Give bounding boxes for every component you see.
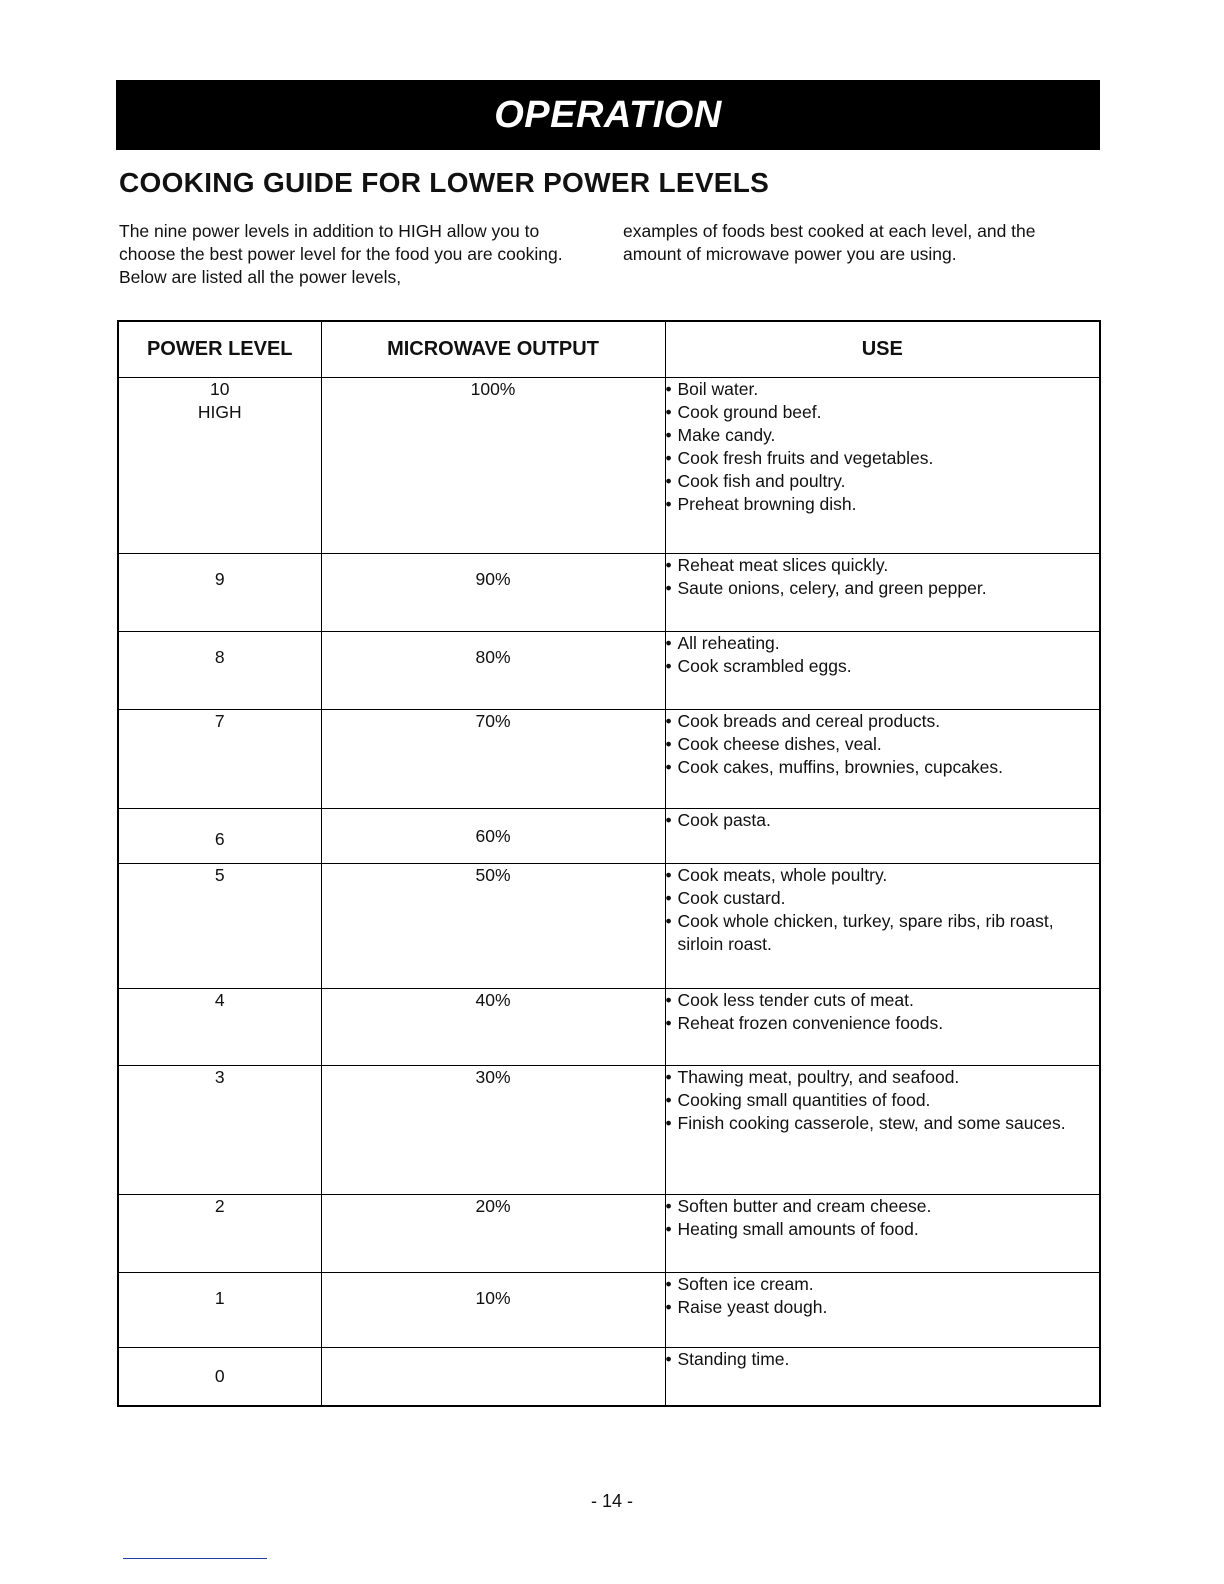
- table-row: [118, 378, 1100, 554]
- use-list-item: • Make candy.: [666, 424, 1100, 447]
- use-list-item: • Cook whole chicken, turkey, spare ribs, rib roast, sirloin roast.: [666, 910, 1100, 956]
- power-level-value: 9: [214, 569, 225, 589]
- power-level-value: 6: [214, 829, 225, 849]
- table-header-row: [118, 321, 1100, 378]
- use-cell: [665, 989, 1100, 1066]
- table-row: [118, 809, 1100, 864]
- page-number: - 14 -: [590, 1491, 633, 1511]
- use-cell: [665, 632, 1100, 710]
- power-level-value: 2: [214, 1196, 225, 1216]
- footer-rule: [123, 1558, 267, 1559]
- microwave-output-cell: [321, 1195, 665, 1273]
- use-list-item: • Raise yeast dough.: [666, 1296, 1100, 1319]
- microwave-output-cell: [321, 809, 665, 864]
- use-list-item: • Thawing meat, poultry, and seafood.: [666, 1066, 1100, 1089]
- microwave-output-cell: [321, 1066, 665, 1195]
- table-row: [118, 1348, 1100, 1406]
- power-level-value: 3: [214, 1067, 225, 1087]
- power-level-cell: [118, 554, 321, 632]
- power-level-cell: [118, 1273, 321, 1348]
- use-cell: [665, 1066, 1100, 1195]
- use-cell: [665, 710, 1100, 809]
- use-list-item: • Boil water.: [666, 378, 1100, 401]
- power-level-value: 8: [214, 647, 225, 667]
- use-list-item: • Cook meats, whole poultry.: [666, 864, 1100, 887]
- use-list-item: • Cooking small quantities of food.: [666, 1089, 1100, 1112]
- use-cell: [665, 809, 1100, 864]
- microwave-output-value: 100%: [470, 379, 516, 399]
- power-level-cell: [118, 809, 321, 864]
- use-list-item: • Cook breads and cereal products.: [666, 710, 1100, 733]
- microwave-output-value: 40%: [475, 990, 511, 1010]
- table-row: [118, 632, 1100, 710]
- microwave-output-cell: [321, 1273, 665, 1348]
- microwave-output-value: 90%: [475, 569, 511, 589]
- use-cell: [665, 378, 1100, 554]
- power-level-cell: [118, 864, 321, 989]
- microwave-output-cell: [321, 378, 665, 554]
- power-level-label: HIGH: [197, 402, 242, 422]
- use-list-item: • Cook cakes, muffins, brownies, cupcakes.: [666, 756, 1100, 779]
- intro-text-left: The nine power levels in addition to HIGH allow you to choose the best power level for the food you are cooking. Below are listed all the power levels,: [119, 221, 563, 287]
- use-list-item: • Standing time.: [666, 1348, 1100, 1371]
- header-use: USE: [665, 321, 1100, 378]
- power-level-cell: [118, 1195, 321, 1273]
- power-level-value: 10: [210, 379, 230, 399]
- power-level-cell: [118, 1348, 321, 1406]
- power-level-cell: [118, 1066, 321, 1195]
- use-list-item: • Cook cheese dishes, veal.: [666, 733, 1100, 756]
- intro-text-right: examples of foods best cooked at each level, and the amount of microwave power you are using.: [623, 221, 1036, 264]
- header-power-level: POWER LEVEL: [118, 321, 321, 378]
- power-level-cell: [118, 710, 321, 809]
- table-body: [118, 378, 1100, 1406]
- header-title: OPERATION: [494, 93, 722, 136]
- power-level-value: 1: [214, 1288, 225, 1308]
- table-row: [118, 554, 1100, 632]
- use-list-item: • Cook custard.: [666, 887, 1100, 910]
- power-level-cell: [118, 989, 321, 1066]
- use-cell: [665, 1195, 1100, 1273]
- microwave-output-cell: [321, 554, 665, 632]
- use-list-item: • Finish cooking casserole, stew, and some sauces.: [666, 1112, 1100, 1135]
- power-level-value: 4: [214, 990, 225, 1010]
- use-list-item: • All reheating.: [666, 632, 1100, 655]
- microwave-output-value: 20%: [475, 1196, 511, 1216]
- use-cell: [665, 1348, 1100, 1406]
- table-row: [118, 1273, 1100, 1348]
- microwave-output-cell: [321, 989, 665, 1066]
- use-list-item: • Cook scrambled eggs.: [666, 655, 1100, 678]
- use-list-item: • Cook less tender cuts of meat.: [666, 989, 1100, 1012]
- header-bar: [116, 80, 1100, 150]
- use-list-item: • Reheat meat slices quickly.: [666, 554, 1100, 577]
- microwave-output-value: 60%: [475, 826, 511, 846]
- use-list-item: • Cook ground beef.: [666, 401, 1100, 424]
- use-list-item: • Heating small amounts of food.: [666, 1218, 1100, 1241]
- microwave-output-value: 50%: [475, 865, 511, 885]
- use-list-item: • Cook fish and poultry.: [666, 470, 1100, 493]
- section-title: COOKING GUIDE FOR LOWER POWER LEVELS: [119, 167, 770, 198]
- power-level-cell: [118, 378, 321, 554]
- use-list-item: • Preheat browning dish.: [666, 493, 1100, 516]
- microwave-output-value: 80%: [475, 647, 511, 667]
- power-level-cell: [118, 632, 321, 710]
- use-cell: [665, 554, 1100, 632]
- table-row: [118, 710, 1100, 809]
- power-level-value: 7: [214, 711, 225, 731]
- microwave-output-cell: [321, 710, 665, 809]
- table-row: [118, 1195, 1100, 1273]
- use-list-item: • Cook pasta.: [666, 809, 1100, 832]
- use-cell: [665, 1273, 1100, 1348]
- power-level-value: 5: [214, 865, 225, 885]
- power-level-table: [117, 320, 1101, 1407]
- use-list-item: • Saute onions, celery, and green pepper.: [666, 577, 1100, 600]
- use-cell: [665, 864, 1100, 989]
- microwave-output-cell: [321, 864, 665, 989]
- use-list-item: • Reheat frozen convenience foods.: [666, 1012, 1100, 1035]
- use-list-item: • Soften butter and cream cheese.: [666, 1195, 1100, 1218]
- table-row: [118, 864, 1100, 989]
- microwave-output-cell: [321, 1348, 665, 1406]
- table-row: [118, 989, 1100, 1066]
- microwave-output-value: 30%: [475, 1067, 511, 1087]
- use-list-item: • Soften ice cream.: [666, 1273, 1100, 1296]
- table-row: [118, 1066, 1100, 1195]
- header-microwave-output: MICROWAVE OUTPUT: [321, 321, 665, 378]
- power-level-value: 0: [214, 1366, 225, 1386]
- microwave-output-cell: [321, 632, 665, 710]
- microwave-output-value: 10%: [475, 1288, 511, 1308]
- microwave-output-value: 70%: [475, 711, 511, 731]
- use-list-item: • Cook fresh fruits and vegetables.: [666, 447, 1100, 470]
